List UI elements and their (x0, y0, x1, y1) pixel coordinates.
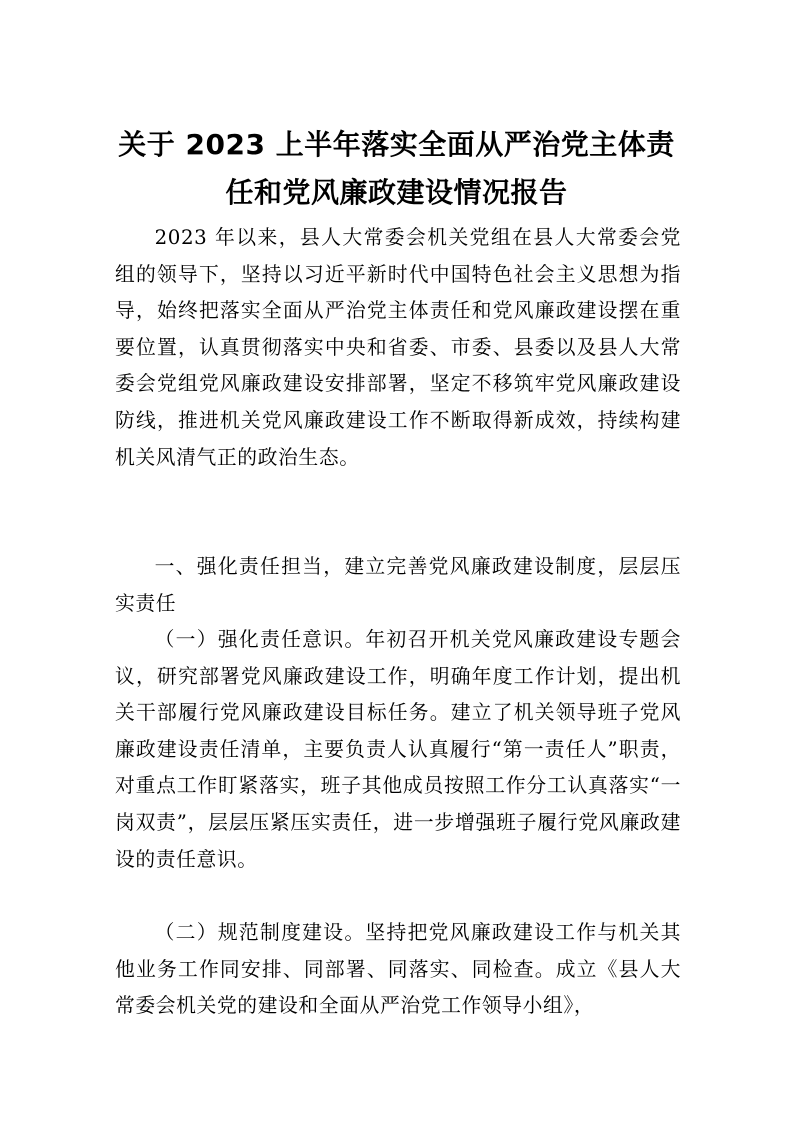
document-title-line-1: 关于 2023 上半年落实全面从严治党主体责 (118, 128, 675, 161)
document-title-line-2: 任和党风廉政建设情况报告 (225, 176, 568, 209)
body-paragraph-responsibility: （一）强化责任意识。年初召开机关党风廉政建设专题会议，研究部署党风廉政建设工作，明确年度工作计划，提出机关干部履行党风廉政建设目标任务。建立了机关领导班子党风廉政建设责任清单，主要负责人认真履行“第一责任人”职责，对重点工作盯紧落实，班子其他成员按照工作分工认真落实“一岗双责”，层层压紧压实责任，进一步增强班子履行党风廉政建设的责任意识。 (115, 628, 681, 871)
section-heading-1: 一、强化责任担当，建立完善党风廉政建设制度，层层压实责任 (115, 555, 681, 615)
body-paragraph-intro: 2023 年以来，县人大常委会机关党组在县人大常委会党组的领导下，坚持以习近平新时代中国特色社会主义思想为指导，始终把落实全面从严治党主体责任和党风廉政建设摆在重要位置，认真贯彻落实中央和省委、市委、县委以及县人大常委会党组党风廉政建设安排部署，坚定不移筑牢党风廉政建设防线，推进机关党风廉政建设工作不断取得新成效，持续构建机关风清气正的政治生态。 (115, 226, 681, 469)
body-paragraph-system-building: （二）规范制度建设。坚持把党风廉政建设工作与机关其他业务工作同安排、同部署、同落实、同检查。成立《县人大常委会机关党的建设和全面从严治党工作领导小组》， (115, 921, 681, 1018)
